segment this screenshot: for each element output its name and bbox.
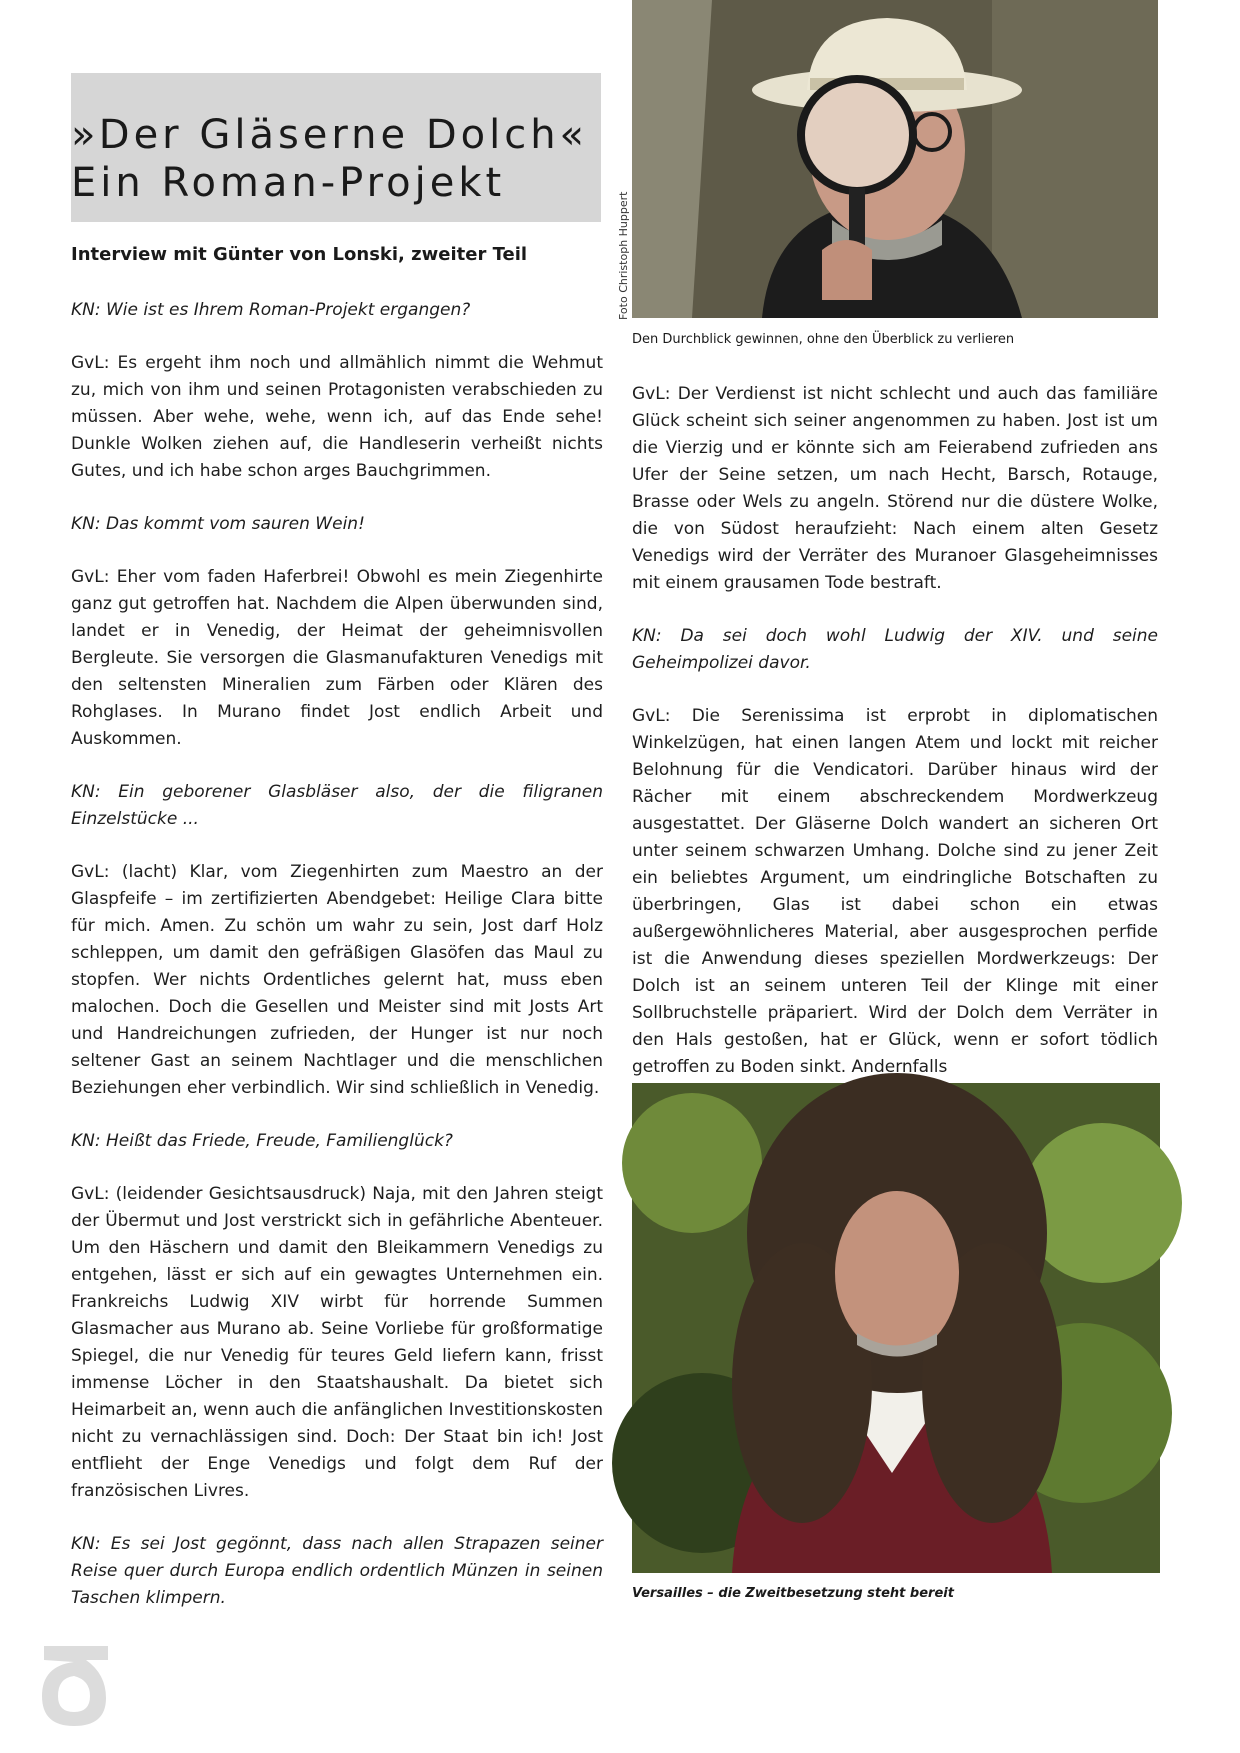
article-title-line1: »Der Gläserne Dolch«	[71, 112, 589, 158]
man-with-magnifying-glass-photo-icon	[632, 0, 1158, 318]
left-text-column	[71, 297, 603, 1638]
photo-baroque-wig	[632, 1083, 1160, 1573]
man-with-baroque-wig-photo-icon	[632, 1083, 1160, 1573]
title-box	[71, 73, 601, 222]
paragraph-answer: GvL: Die Serenissima ist erprobt in diplomatischen Winkelzügen, hat einen langen Atem und lockt mit reicher Belohnung für die Vendicatori. Darüber hinaus wird der Rächer mit einem abschreckendem Mordwerkzeug ausgestattet. Der Gläserne Dolch wandert an sicheren Ort unter seinem schwarzen Umhang. Dolche sind zu jener Zeit ein beliebtes Argument, um eindringliche Botschaften zu überbringen, Glas ist dabei schon ein etwas außergewöhnlicheres Material, aber ausgesprochen perfide ist die Anwendung dieses speziellen Mordwerkzeugs: Der Dolch ist an seinem unteren Teil der Klinge mit einer Sollbruchstelle präpariert. Wird der Dolch dem Verräter in den Hals gestoßen, hat er Glück, wenn er sofort tödlich getroffen zu Boden sinkt. Andernfalls	[632, 706, 1158, 1077]
photo-credit: Foto Christoph Huppert	[617, 191, 630, 320]
paragraph-question: KN: Da sei doch wohl Ludwig der XIV. und seine Geheimpolizei davor.	[632, 626, 1158, 673]
paragraph-answer: GvL: Der Verdienst ist nicht schlecht und auch das familiäre Glück scheint sich seiner angenommen zu haben. Jost ist um die Vierzig und er könnte sich am Feierabend zufrieden ans Ufer der Seine setzen, um nach Hecht, Barsch, Rotauge, Brasse oder Wels zu angeln. Störend nur die düstere Wolke, die von Südost heraufzieht: Nach einem alten Gesetz Venedigs wird der Verräter des Muranoer Glasgeheimnisses mit einem grausamen Tode bestraft.	[632, 384, 1158, 593]
paragraph-answer: GvL: (lacht) Klar, vom Ziegenhirten zum Maestro an der Glaspfeife – im zertifizierten Abendgebet: Heilige Clara bitte für mich. Amen. Zu schön um wahr zu sein, Jost darf Holz schleppen, um damit den gefräßigen Glasöfen das Maul zu stopfen. Wer nichts Ordentliches gelernt hat, muss eben malochen. Doch die Gesellen und Meister sind mit Josts Art und Handreichungen zufrieden, der Hunger ist nur noch seltener Gast an seinem Nachtlager und die menschlichen Beziehungen eher verbindlich. Wir sind schließlich in Venedig.	[71, 862, 603, 1098]
paragraph-answer: GvL: Eher vom faden Haferbrei! Obwohl es mein Ziegenhirte ganz gut getroffen hat. Nachdem die Alpen überwunden sind, landet er in Venedig, der Heimat der geheimnisvollen Bergleute. Sie versorgen die Glasmanufakturen Venedigs mit den seltensten Mineralien zum Färben oder Klären des Rohglases. In Murano findet Jost endlich Arbeit und Auskommen.	[71, 567, 603, 749]
paragraph-question: KN: Heißt das Friede, Freude, Familienglück?	[71, 1131, 453, 1151]
photo1-caption: Den Durchblick gewinnen, ohne den Überblick zu verlieren	[632, 332, 1015, 347]
article-title	[71, 111, 588, 207]
paragraph-question: KN: Wie ist es Ihrem Roman-Projekt ergangen?	[71, 300, 471, 320]
paragraph-answer: GvL: (leidender Gesichtsausdruck) Naja, mit den Jahren steigt der Übermut und Jost verstrickt sich in gefährliche Abenteuer. Um den Häschern und damit den Bleikammern Venedigs zu entgehen, lässt er sich auf ein gewagtes Unternehmen ein. Frankreichs Ludwig XIV wirbt für horrende Summen Glasmacher aus Murano ab. Seine Vorliebe für großformatige Spiegel, die nur Venedig für teures Geld liefern kann, frisst immense Löcher in den Staatshaushalt. Da bietet sich Heimarbeit an, wenn auch die anfänglichen Investitionskosten nicht zu vernachlässigen sind. Doch: Der Staat bin ich! Jost entflieht der Enge Venedigs und folgt dem Ruf der französischen Livres.	[71, 1184, 603, 1501]
article-subtitle: Interview mit Günter von Lonski, zweiter Teil	[71, 244, 528, 265]
paragraph-question: KN: Ein geborener Glasbläser also, der die filigranen Einzelstücke ...	[71, 782, 603, 829]
article-title-line2: Ein Roman-Projekt	[71, 160, 506, 206]
photo2-caption: Versailles – die Zweitbesetzung steht bereit	[632, 1586, 954, 1601]
paragraph-answer: GvL: Es ergeht ihm noch und allmählich nimmt die Wehmut zu, mich von ihm und seinen Protagonisten verabschieden zu müssen. Aber wehe, wehe, wenn ich, auf das Ende sehe! Dunkle Wolken ziehen auf, die Handleserin verheißt nichts Gutes, und ich habe schon arges Bauchgrimmen.	[71, 353, 603, 481]
paragraph-question: KN: Das kommt vom sauren Wein!	[71, 514, 365, 534]
photo-magnifying-glass	[632, 0, 1158, 318]
paragraph-question: KN: Es sei Jost gegönnt, dass nach allen Strapazen seiner Reise quer durch Europa endlich ordentlich Münzen in seinen Taschen klimpern.	[71, 1534, 603, 1608]
sigma-logo-icon	[34, 1640, 116, 1730]
right-text-column	[632, 381, 1158, 1077]
